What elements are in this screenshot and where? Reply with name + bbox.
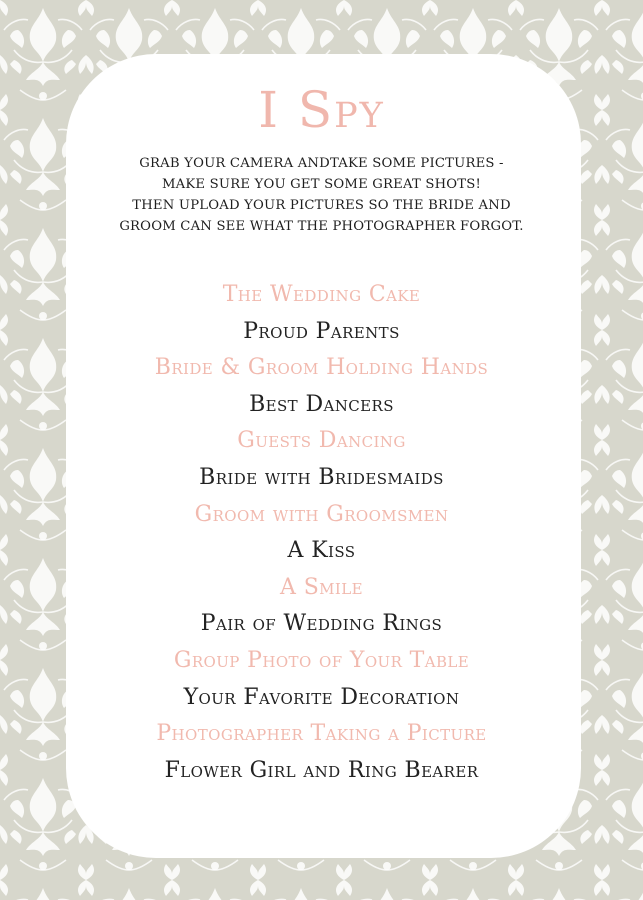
instructions [0,153,643,237]
list-item: A Kiss [287,538,356,564]
instruction-line: THEN UPLOAD YOUR PICTURES SO THE BRIDE AND [132,198,511,213]
list-item: Groom with Groomsmen [194,501,449,527]
instruction-line: GRAB YOUR CAMERA ANDTAKE SOME PICTURES - [139,156,504,171]
list-item: Bride with Bridesmaids [199,464,444,490]
list-item: Bride & Groom Holding Hands [154,355,489,381]
list-item: Pair of Wedding Rings [200,611,443,637]
list-item: Your Favorite Decoration [183,684,460,710]
list-item: The Wedding Cake [222,282,421,307]
list-item: Group Photo of Your Table [173,647,470,673]
page-title: I Spy [258,81,385,139]
list-item: Best Dancers [249,391,394,417]
list-item: Photographer Taking a Picture [156,721,487,747]
list-item: Flower Girl and Ring Bearer [164,757,479,783]
list-item: Guests Dancing [237,428,406,454]
spy-list [0,277,643,789]
list-item: Proud Parents [243,318,400,344]
list-item: A Smile [280,574,363,600]
instruction-line: MAKE SURE YOU GET SOME GREAT SHOTS! [161,177,482,192]
instruction-line: GROOM CAN SEE WHAT THE PHOTOGRAPHER FORGOT. [119,219,524,234]
